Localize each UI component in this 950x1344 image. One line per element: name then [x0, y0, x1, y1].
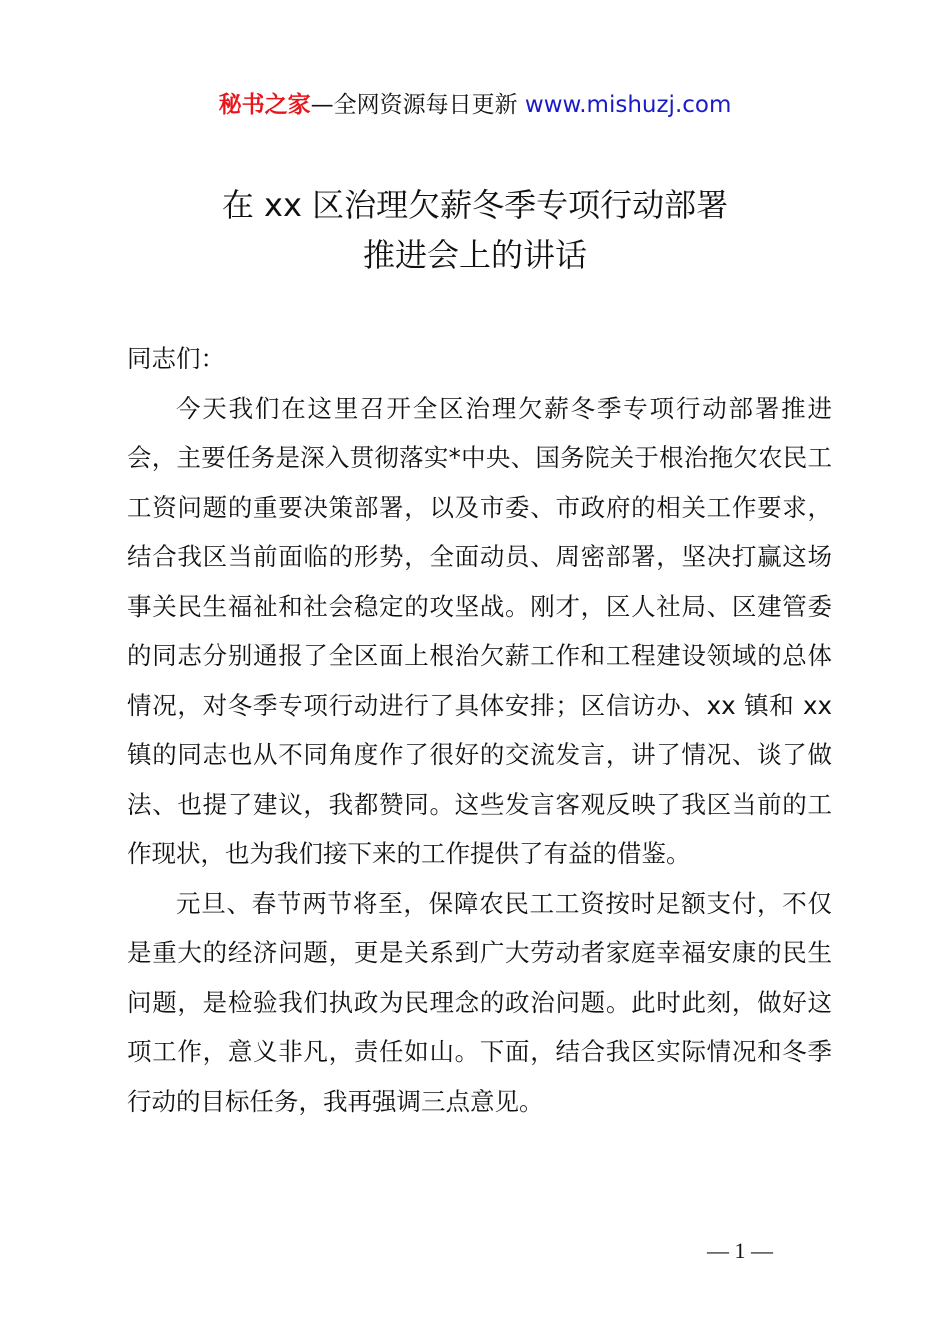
document-title: [0, 180, 950, 280]
salutation: 同志们：: [127, 344, 225, 373]
title-line-1: 在 xx 区治理欠薪冬季专项行动部署: [221, 186, 729, 224]
paragraph-1: 今天我们在这里召开全区治理欠薪冬季专项行动部署推进会，主要任务是深入贯彻落实*中央、国务院关于根治拖欠农民工工资问题的重要决策部署，以及市委、市政府的相关工作要求，结合我区当前面临的形势，全面动员、周密部署，坚决打赢这场事关民生福祉和社会稳定的攻坚战。刚才，区人社局、区建管委的同志分别通报了全区面上根治欠薪工作和工程建设领域的总体情况，对冬季专项行动进行了具体安排；区信访办、xx 镇和 xx 镇的同志也从不同角度作了很好的交流发言，讲了情况、谈了做法、也提了建议，我都赞同。这些发言客观反映了我区当前的工作现状，也为我们接下来的工作提供了有益的借鉴。: [127, 393, 832, 868]
website-link[interactable]: www.mishuzj.com: [524, 92, 732, 118]
title-line-2: 推进会上的讲话: [362, 236, 587, 274]
document-body: [127, 334, 832, 1126]
paragraph-2: 元旦、春节两节将至，保障农民工工资按时足额支付，不仅是重大的经济问题，更是关系到广大劳动者家庭幸福安康的民生问题，是检验我们执政为民理念的政治问题。此时此刻，做好这项工作，意义非凡，责任如山。下面，结合我区实际情况和冬季行动的目标任务，我再强调三点意见。: [127, 888, 832, 1116]
page-number: — 1 —: [707, 1238, 773, 1263]
brand-name: 秘书之家: [218, 92, 311, 118]
site-header: [0, 88, 950, 122]
header-slogan: —全网资源每日更新: [310, 92, 525, 118]
